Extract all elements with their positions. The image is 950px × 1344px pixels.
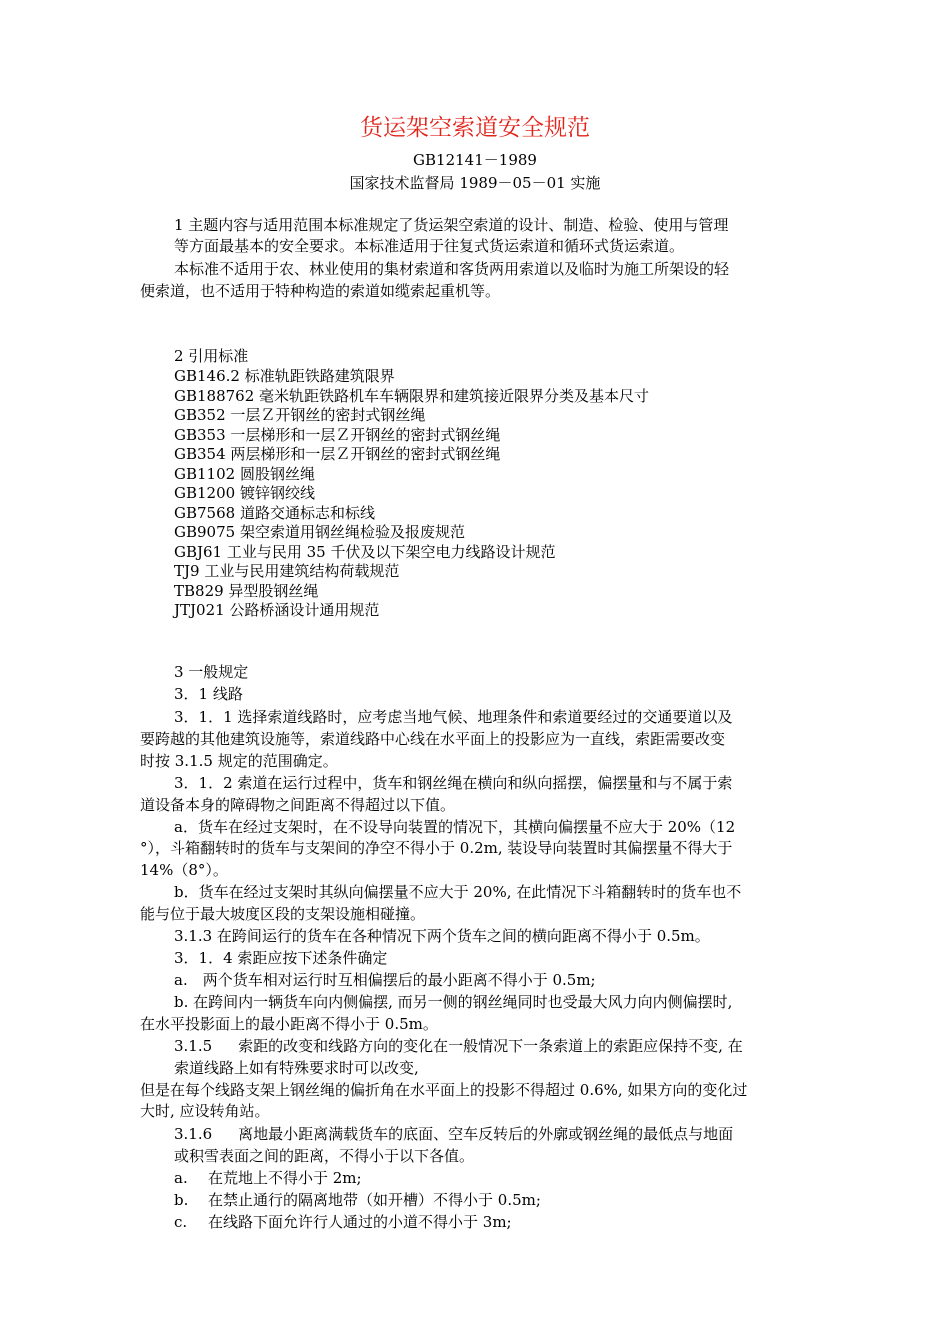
ref-item: GB1102 圆股钢丝绳 bbox=[174, 465, 315, 483]
list-item bbox=[174, 1212, 512, 1232]
ref-item: GBJ61 工业与民用 35 千伏及以下架空电力线路设计规范 bbox=[174, 543, 556, 561]
list-item-text: 在线路下面允许行人通过的小道不得小于 3m; bbox=[208, 1213, 512, 1231]
para-3-1-2-line: 3．1．2 索道在运行过程中，货车和钢丝绳在横向和纵向摇摆，偏摆量和与不属于索 bbox=[174, 774, 733, 792]
sec1-line-2: 等方面最基本的安全要求。本标准适用于往复式货运索道和循环式货运索道。 bbox=[174, 237, 685, 255]
sec1-line-1: 1 主题内容与适用范围本标准规定了货运架空索道的设计、制造、检验、使用与管理 bbox=[174, 216, 729, 234]
ref-item: GB352 一层Ｚ开钢丝的密封式钢丝绳 bbox=[174, 406, 426, 424]
ref-item: GB354 两层梯形和一层Ｚ开钢丝的密封式钢丝绳 bbox=[174, 445, 501, 463]
sec2-heading: 2 引用标准 bbox=[174, 347, 249, 365]
list-item-label: c. bbox=[174, 1213, 188, 1231]
para-3-1-2-line: 道设备本身的障碍物之间距离不得超过以下值。 bbox=[140, 796, 456, 814]
para-3-1-6-text: 离地最小距离满载货车的底面、空车反转后的外廓或钢丝绳的最低点与地面 bbox=[238, 1125, 734, 1143]
para-3-1-5-text: 索距的改变和线路方向的变化在一般情况下一条索道上的索距应保持不变, 在 bbox=[238, 1037, 743, 1055]
sec3-heading: 3 一般规定 bbox=[174, 663, 249, 681]
para-3-1-4-a: a. 两个货车相对运行时互相偏摆后的最小距离不得小于 0.5m; bbox=[174, 971, 596, 989]
ref-item: GB188762 毫米轨距铁路机车车辆限界和建筑接近限界分类及基本尺寸 bbox=[174, 387, 650, 405]
list-item bbox=[174, 1168, 362, 1188]
ref-item: GB7568 道路交通标志和标线 bbox=[174, 504, 375, 522]
para-3-1-5-line: 但是在每个线路支架上钢丝绳的偏折角在水平面上的投影不得超过 0.6%, 如果方向的变化过 bbox=[140, 1081, 748, 1099]
list-item-text: 在禁止通行的隔离地带（如开槽）不得小于 0.5m; bbox=[208, 1191, 541, 1209]
standard-code: GB12141－1989 bbox=[413, 151, 537, 169]
para-3-1-4: 3．1．4 索距应按下述条件确定 bbox=[174, 949, 388, 967]
para-3-1-1-line: 3．1．1 选择索道线路时，应考虑当地气候、地理条件和索道要经过的交通要道以及 bbox=[174, 708, 733, 726]
para-3-1-5-number: 3.1.5 bbox=[174, 1037, 213, 1055]
sec1-line-3: 本标准不适用于农、林业使用的集材索道和客货两用索道以及临时为施工所架设的轻 bbox=[174, 260, 730, 278]
item-a-line: a．货车在经过支架时，在不设导向装置的情况下，其横向偏摆量不应大于 20%（12 bbox=[174, 818, 736, 836]
ref-item: TB829 异型股钢丝绳 bbox=[174, 582, 319, 600]
item-a-line: 14%（8°）。 bbox=[140, 861, 228, 879]
para-3-1-5-line bbox=[174, 1036, 743, 1056]
item-b-line: 能与位于最大坡度区段的支架设施相碰撞。 bbox=[140, 905, 426, 923]
list-item-label: b. bbox=[174, 1191, 189, 1209]
para-3-1-4-b-line: b. 在跨间内一辆货车向内侧偏摆, 而另一侧的钢丝绳同时也受最大风力向内侧偏摆时, bbox=[174, 993, 733, 1011]
para-3-1-5-line: 大时, 应设转角站。 bbox=[140, 1102, 270, 1120]
para-3-1-1-line: 时按 3.1.5 规定的范围确定。 bbox=[140, 752, 338, 770]
para-3-1-6-line: 或积雪表面之间的距离，不得小于以下各值。 bbox=[174, 1147, 475, 1165]
list-item-label: a. bbox=[174, 1169, 188, 1187]
item-b-line: b．货车在经过支架时其纵向偏摆量不应大于 20%, 在此情况下斗箱翻转时的货车也不 bbox=[174, 883, 742, 901]
ref-item: GB9075 架空索道用钢丝绳检验及报废规范 bbox=[174, 523, 465, 541]
ref-item: JTJ021 公路桥涵设计通用规范 bbox=[174, 601, 380, 619]
sec3-sub-heading: 3．1 线路 bbox=[174, 685, 243, 703]
item-a-line: °），斗箱翻转时的货车与支架间的净空不得小于 0.2m, 装设导向装置时其偏摆量不得大于 bbox=[140, 839, 733, 857]
issuer-line: 国家技术监督局 1989－05－01 实施 bbox=[349, 174, 601, 192]
para-3-1-1-line: 要跨越的其他建筑设施等，索道线路中心线在水平面上的投影应为一直线，索距需要改变 bbox=[140, 730, 726, 748]
sec1-line-4: 便索道，也不适用于特种构造的索道如缆索起重机等。 bbox=[140, 282, 501, 300]
para-3-1-6-number: 3.1.6 bbox=[174, 1125, 213, 1143]
list-item-text: 在荒地上不得小于 2m; bbox=[208, 1169, 362, 1187]
document-title: 货运架空索道安全规范 bbox=[360, 115, 590, 141]
ref-item: GB1200 镀锌钢绞线 bbox=[174, 484, 315, 502]
para-3-1-6-line bbox=[174, 1124, 733, 1144]
para-3-1-5-line: 索道线路上如有特殊要求时可以改变, bbox=[174, 1059, 419, 1077]
ref-item: GB146.2 标准轨距铁路建筑限界 bbox=[174, 367, 395, 385]
ref-item: TJ9 工业与民用建筑结构荷载规范 bbox=[174, 562, 400, 580]
para-3-1-3: 3.1.3 在跨间运行的货车在各种情况下两个货车之间的横向距离不得小于 0.5m。 bbox=[174, 927, 710, 945]
list-item bbox=[174, 1190, 541, 1210]
para-3-1-4-b-line: 在水平投影面上的最小距离不得小于 0.5m。 bbox=[140, 1015, 438, 1033]
ref-item: GB353 一层梯形和一层Ｚ开钢丝的密封式钢丝绳 bbox=[174, 426, 501, 444]
